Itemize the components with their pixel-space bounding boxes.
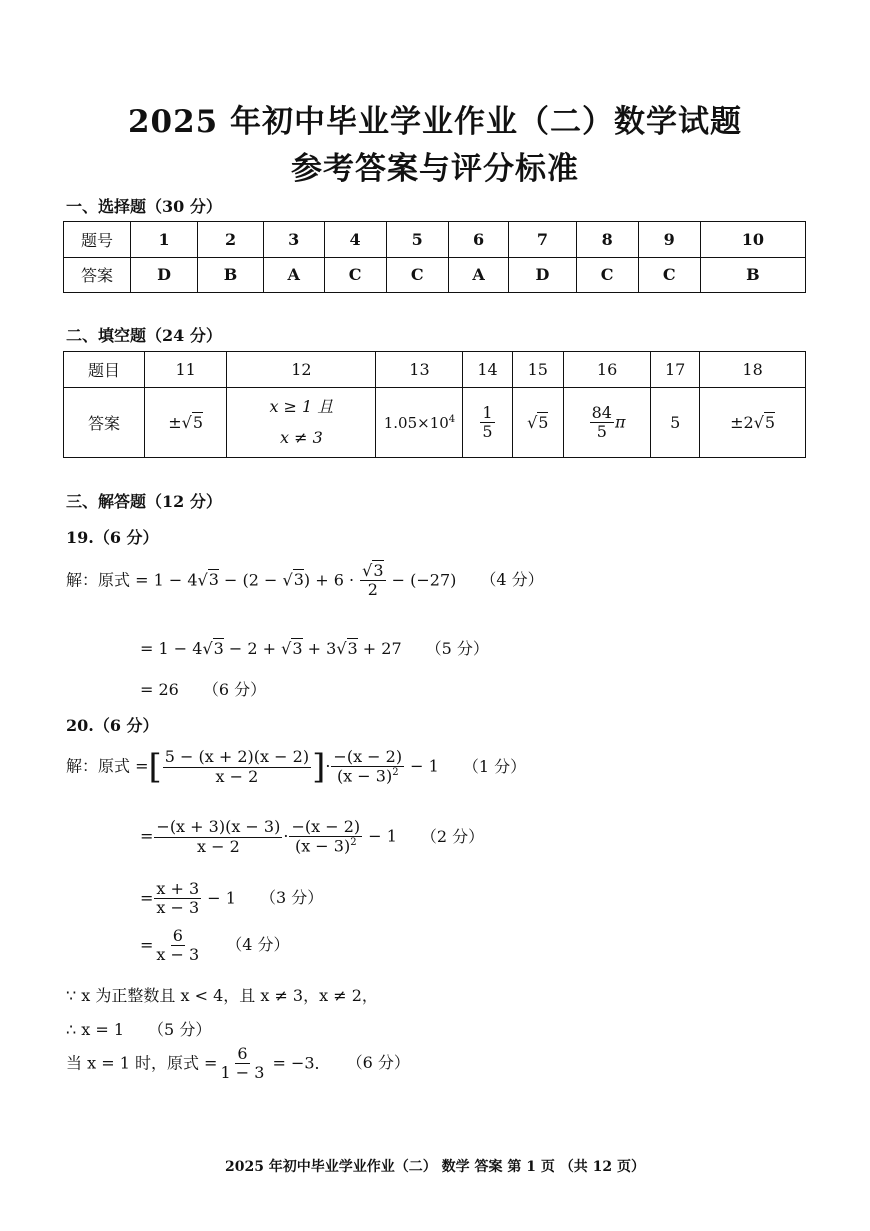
- bracket: [: [148, 747, 162, 788]
- numerator: −(x + 3)(x − 3): [156, 817, 281, 837]
- expr-text: 2: [392, 767, 399, 779]
- answer-cell: B: [700, 257, 805, 293]
- question-number: 14: [463, 352, 512, 388]
- fraction: [289, 818, 362, 856]
- question-number: 8: [576, 222, 638, 258]
- section-heading-choice: 一、选择题（30 分）: [66, 197, 222, 216]
- expr-text: 当 x = 1 时，原式 =: [66, 1053, 218, 1073]
- numerator: −(x − 2): [291, 817, 361, 836]
- fraction: [163, 748, 311, 786]
- numerator: 5 − (x + 2)(x − 2): [164, 747, 310, 767]
- answer-cell-12: [227, 388, 376, 458]
- expr-text: − (−27): [386, 570, 457, 590]
- expr-text: 3: [293, 570, 304, 590]
- question-label-19: 19.（6 分）: [66, 528, 159, 547]
- question-number: 4: [324, 222, 386, 258]
- fraction: [480, 404, 494, 442]
- answer-cell-11: ±√5: [145, 388, 227, 458]
- denominator: x − 2: [196, 836, 240, 856]
- question-number: 5: [386, 222, 448, 258]
- numerator: 84: [591, 402, 612, 422]
- expr-text: = 26: [140, 680, 179, 699]
- table-row: [64, 257, 806, 293]
- answer-cell: A: [448, 257, 509, 293]
- expr-text: 3: [347, 639, 358, 658]
- expr-text: (x − 3): [294, 836, 351, 856]
- answer-text: ±2: [730, 413, 754, 432]
- points-note: （3 分）: [259, 888, 324, 908]
- question-number: 7: [509, 222, 576, 258]
- points-note: （5 分）: [148, 1020, 212, 1039]
- solution-line: 解：原式 =[ $\frac{5 - (x + 2)(x - 2)}{x - 2}$ ]· $\frac{-(x - 2)}{(x - 3)^2}$ − 1 （1 分）: [66, 747, 527, 788]
- section-heading-solve: 三、解答题（12 分）: [66, 492, 222, 511]
- question-number: 17: [651, 352, 700, 388]
- answer-cell-16: [564, 388, 651, 458]
- row-label: 答案: [64, 388, 145, 458]
- row-label: 题号: [64, 222, 131, 258]
- answer-cell-14: [463, 388, 512, 458]
- fraction: [154, 880, 201, 918]
- expr-text: − 1: [405, 756, 439, 776]
- points-note: （4 分）: [226, 935, 290, 955]
- solution-line: 解：原式 = 1 − 4√3 − (2 − √3) + 6 · $\frac{√3}{2}$ − (−27) （4 分）: [66, 561, 544, 600]
- answer-cell: D: [131, 257, 198, 293]
- denominator: 1 − 3: [220, 1063, 265, 1083]
- table-row: [64, 388, 806, 458]
- expr-text: − 1: [363, 826, 397, 846]
- expr-text: 解：原式 =: [66, 756, 149, 776]
- answer-cell-17: 5: [651, 388, 700, 458]
- expr-text: + 3: [302, 639, 337, 658]
- answer-text: 4: [448, 413, 456, 425]
- denominator: x − 3: [156, 945, 200, 965]
- answer-cell-18: ±2√5: [700, 388, 806, 458]
- question-number: 10: [700, 222, 805, 258]
- answer-cell: D: [509, 257, 576, 293]
- answer-cell-15: √5: [512, 388, 563, 458]
- question-number: 9: [638, 222, 700, 258]
- denominator: 5: [482, 422, 493, 441]
- points-note: （6 分）: [202, 680, 267, 699]
- fraction: [331, 748, 404, 786]
- answer-cell: B: [198, 257, 264, 293]
- answer-text: x ≥ 1 且: [269, 397, 334, 417]
- expr-text: = 1 − 4: [140, 639, 203, 658]
- answer-cell: A: [263, 257, 324, 293]
- denominator: [335, 767, 401, 786]
- fill-answer-table: [63, 351, 806, 458]
- expr-text: + 27: [357, 639, 402, 658]
- denominator: 2: [367, 580, 378, 600]
- expr-text: 3: [373, 561, 384, 580]
- answer-text: 5: [764, 413, 776, 432]
- answer-text: π: [614, 412, 626, 431]
- fraction: [360, 562, 385, 600]
- fraction: [590, 404, 614, 442]
- question-number: 12: [227, 352, 376, 388]
- answer-text: x ≠ 3: [279, 427, 323, 447]
- bracket: ]: [312, 747, 326, 788]
- denominator: x − 2: [215, 766, 259, 786]
- expr-text: − 1: [202, 888, 236, 908]
- fraction: [218, 1045, 266, 1083]
- fraction: [154, 818, 282, 856]
- answer-cell: C: [638, 257, 700, 293]
- solution-line: [66, 1045, 410, 1083]
- section-heading-fill: 二、填空题（24 分）: [66, 326, 222, 345]
- numerator: −(x − 2): [333, 747, 403, 766]
- row-label: 答案: [64, 257, 131, 293]
- question-number: 18: [700, 352, 806, 388]
- answer-cell: C: [324, 257, 386, 293]
- expr-text: ∴ x = 1: [66, 1020, 125, 1039]
- expr-text: 3: [213, 639, 224, 658]
- table-row: [64, 352, 806, 388]
- points-note: （6 分）: [354, 1053, 410, 1073]
- answer-text: 1.05×10: [383, 413, 449, 432]
- page-footer: 2025 年初中毕业学业作业（二） 数学 答案 第 1 页 （共 12 页）: [224, 1159, 646, 1175]
- question-label-20: 20.（6 分）: [66, 716, 159, 735]
- expr-text: ) + 6 ·: [303, 570, 360, 590]
- numerator: 6: [172, 926, 183, 945]
- expr-text: 解：原式 = 1 − 4: [66, 570, 198, 590]
- expr-text: = −3．: [267, 1053, 331, 1073]
- numerator: x + 3: [156, 879, 200, 898]
- question-number: 3: [263, 222, 324, 258]
- denominator: x − 3: [156, 898, 200, 918]
- denominator: 5: [596, 422, 607, 441]
- question-number: 16: [564, 352, 651, 388]
- question-number: 6: [448, 222, 509, 258]
- page-title: 2025 年初中毕业学业作业（二）数学试题: [127, 104, 743, 140]
- expr-text: 3: [208, 570, 219, 590]
- page-subtitle: 参考答案与评分标准: [291, 151, 579, 187]
- solution-line: ∵ x 为正整数且 x < 4，且 x ≠ 3，x ≠ 2，: [66, 986, 378, 1005]
- expr-text: 3: [292, 639, 303, 658]
- question-number: 13: [376, 352, 463, 388]
- numerator: 6: [237, 1044, 248, 1063]
- solution-line: = 1 − 4√3 − 2 + √3 + 3√3 + 27 （5 分）: [140, 639, 489, 658]
- expr-text: 2: [350, 837, 357, 849]
- answer-text: 5: [192, 413, 204, 432]
- denominator: [293, 837, 359, 856]
- answer-cell: C: [386, 257, 448, 293]
- expr-text: − (2 −: [218, 570, 283, 590]
- expr-text: (x − 3): [336, 766, 393, 786]
- row-label: 题目: [64, 352, 145, 388]
- question-number: 15: [512, 352, 563, 388]
- question-number: 1: [131, 222, 198, 258]
- expr-text: − 2 +: [223, 639, 282, 658]
- solution-line: [140, 677, 266, 700]
- points-note: （5 分）: [425, 639, 489, 658]
- fraction: [154, 927, 201, 965]
- answer-cell: C: [576, 257, 638, 293]
- question-number: 2: [198, 222, 264, 258]
- question-number: 11: [145, 352, 227, 388]
- solution-line: = $\frac{x + 3}{x - 3}$ − 1 （3 分）: [140, 879, 324, 918]
- solution-line: = $\frac{-(x + 3)(x - 3)}{x - 2}$ · $\frac{-(x - 2)}{(x - 3)^2}$ − 1 （2 分）: [140, 817, 485, 856]
- solution-line: = $\frac{6}{x - 3}$ （4 分）: [140, 926, 290, 965]
- points-note: （4 分）: [480, 570, 544, 590]
- numerator: 1: [482, 402, 493, 422]
- table-row: [64, 222, 806, 258]
- points-note: （2 分）: [420, 826, 485, 846]
- points-note: （1 分）: [462, 756, 527, 776]
- answer-text: ±: [168, 413, 182, 432]
- choice-answer-table: [63, 221, 806, 293]
- answer-cell-13: [376, 388, 463, 458]
- answer-text: 5: [538, 413, 549, 432]
- solution-line: [66, 1017, 211, 1040]
- numerator: √3: [362, 561, 384, 580]
